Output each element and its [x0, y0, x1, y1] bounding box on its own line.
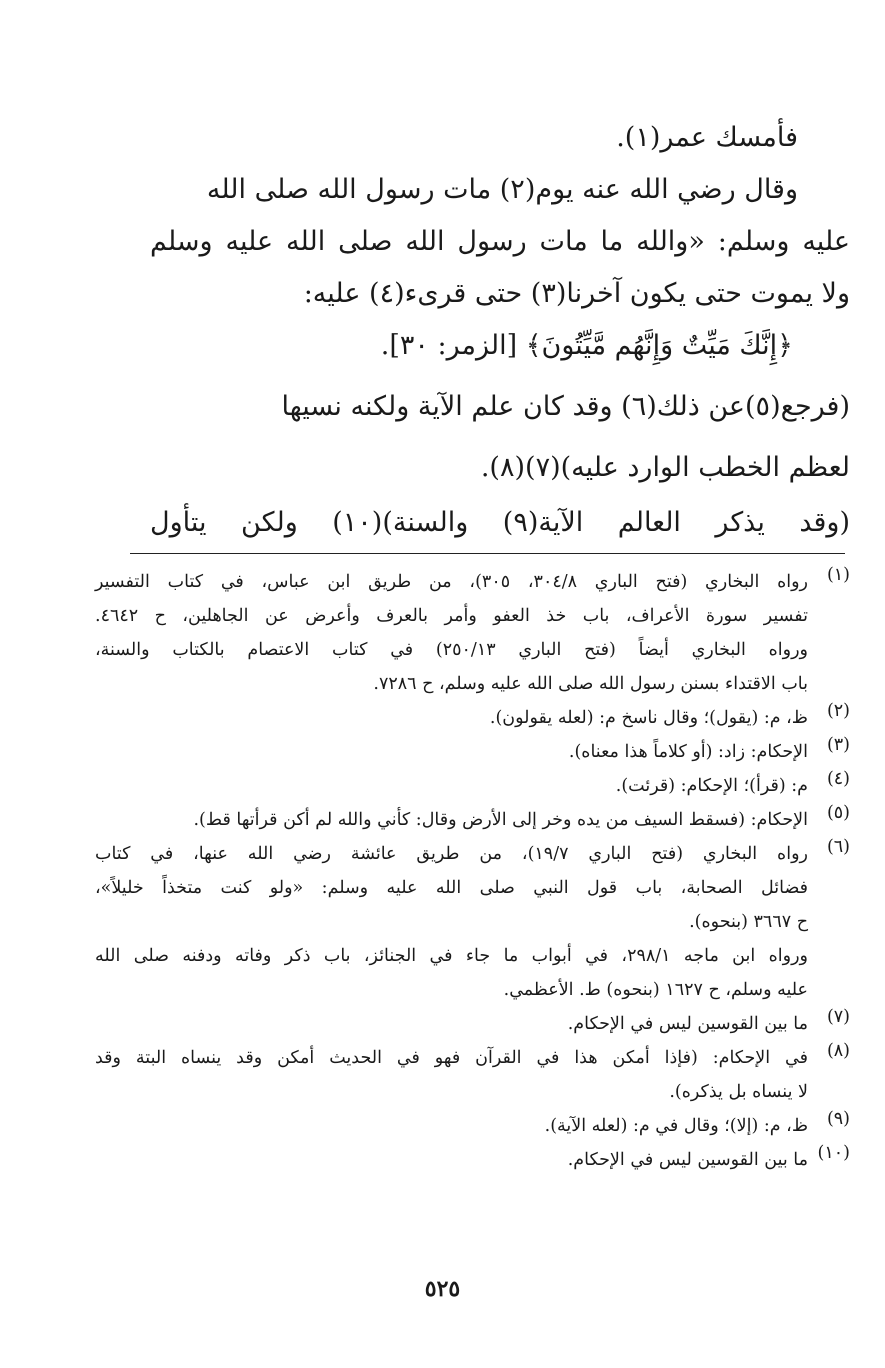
footnote-6: [95, 837, 850, 1007]
footnote-body: [95, 701, 808, 735]
footnote-line: تفسير سورة الأعراف، باب خذ العفو وأمر بالعرف وأعرض عن الجاهلين، ح ٤٦٤٢.: [95, 606, 808, 626]
main-line: لعظم الخطب الوارد عليه)(٧)(٨).: [480, 452, 850, 483]
footnote-4: [95, 769, 850, 803]
footnote-number: (٦): [826, 837, 850, 857]
main-line: وقال رضي الله عنه يوم(٢) مات رسول الله صلى الله: [206, 174, 798, 205]
footnote-number: (١٠): [817, 1143, 850, 1163]
footnote-body: [95, 1143, 808, 1177]
footnote-line: عليه وسلم، ح ١٦٢٧ (بنحوه) ط. الأعظمي.: [503, 980, 808, 1000]
page-number: ٥٢٥: [424, 1276, 461, 1302]
footnote-body: [95, 735, 808, 769]
main-text: [150, 112, 850, 552]
footnote-line: لا ينساه بل يذكره).: [669, 1082, 808, 1102]
footnote-line: باب الاقتداء بسنن رسول الله صلى الله عليه وسلم، ح ٧٢٨٦.: [373, 674, 808, 694]
main-line: (فرجع(٥)عن ذلك(٦) وقد كان علم الآية ولكنه نسيها: [281, 391, 850, 422]
footnote-5: [95, 803, 850, 837]
footnote-2: [95, 701, 850, 735]
footnote-line: ما بين القوسين ليس في الإحكام.: [567, 1014, 808, 1034]
footnote-7: [95, 1007, 850, 1041]
footnote-line: م: (قرأ)؛ الإحكام: (قرئت).: [615, 776, 808, 796]
footnote-number: (٥): [826, 803, 850, 823]
footnote-9: [95, 1109, 850, 1143]
footnote-line: في الإحكام: (فإذا أمكن هذا في القرآن فهو في الحديث أمكن وقد ينساه البتة وقد: [95, 1048, 808, 1068]
footnote-line: الإحكام: (فسقط السيف من يده وخر إلى الأرض وقال: كأني والله لم أكن قرأتها قط).: [193, 810, 808, 830]
footnote-number: (٩): [826, 1109, 850, 1129]
footnote-number: (١): [826, 565, 850, 585]
footnote-line: رواه البخاري (فتح الباري ٣٠٤/٨، ٣٠٥)، من طريق ابن عباس، في كتاب التفسير: [95, 572, 808, 592]
footnote-divider: [130, 553, 845, 554]
footnote-body: [95, 1007, 808, 1041]
footnote-line: ظ، م: (يقول)؛ وقال ناسخ م: (لعله يقولون).: [489, 708, 808, 728]
footnote-body: [95, 565, 808, 701]
footnote-line: الإحكام: زاد: (أو كلاماً هذا معناه).: [568, 742, 808, 762]
footnote-10: [95, 1143, 850, 1177]
footnotes: [95, 565, 850, 1177]
footnote-number: (٣): [826, 735, 850, 755]
footnote-line: رواه البخاري (فتح الباري ١٩/٧)، من طريق عائشة رضي الله عنها، في كتاب: [95, 844, 808, 864]
main-line: ولا يموت حتى يكون آخرنا(٣) حتى قرىء(٤) عليه:: [303, 278, 850, 309]
footnote-number: (٨): [826, 1041, 850, 1061]
footnote-3: [95, 735, 850, 769]
footnote-body: [95, 803, 808, 837]
quran-verse-line: ﴿إِنَّكَ مَيِّتٌ وَإِنَّهُم مَّيِّتُونَ﴾ [الزمر: ٣٠].: [380, 330, 793, 361]
footnote-line: ما بين القوسين ليس في الإحكام.: [567, 1150, 808, 1170]
footnote-number: (٢): [826, 701, 850, 721]
footnote-1: [95, 565, 850, 701]
footnote-line: ورواه ابن ماجه ٢٩٨/١، في أبواب ما جاء في الجنائز، باب ذكر وفاته ودفنه صلى الله: [95, 946, 808, 966]
footnote-body: [95, 1109, 808, 1143]
main-line: (وقد يذكر العالم الآية(٩) والسنة)(١٠) ولكن يتأول: [150, 507, 850, 538]
footnote-number: (٤): [826, 769, 850, 789]
footnote-line: ح ٣٦٦٧ (بنحوه).: [689, 912, 808, 932]
footnote-body: [95, 1041, 808, 1109]
main-line: عليه وسلم: «والله ما مات رسول الله صلى الله عليه وسلم: [150, 226, 850, 257]
footnote-number: (٧): [826, 1007, 850, 1027]
footnote-line: ورواه البخاري أيضاً (فتح الباري ٢٥٠/١٣) في كتاب الاعتصام بالكتاب والسنة،: [95, 640, 809, 660]
footnote-line: فضائل الصحابة، باب قول النبي صلى الله عليه وسلم: «ولو كنت متخذاً خليلاً»،: [95, 878, 808, 898]
footnote-8: [95, 1041, 850, 1109]
footnote-body: [95, 837, 808, 1007]
main-line: فأمسك عمر(١).: [616, 122, 798, 153]
footnote-body: [95, 769, 808, 803]
footnote-line: ظ، م: (إلا)؛ وقال في م: (لعله الآية).: [544, 1116, 808, 1136]
